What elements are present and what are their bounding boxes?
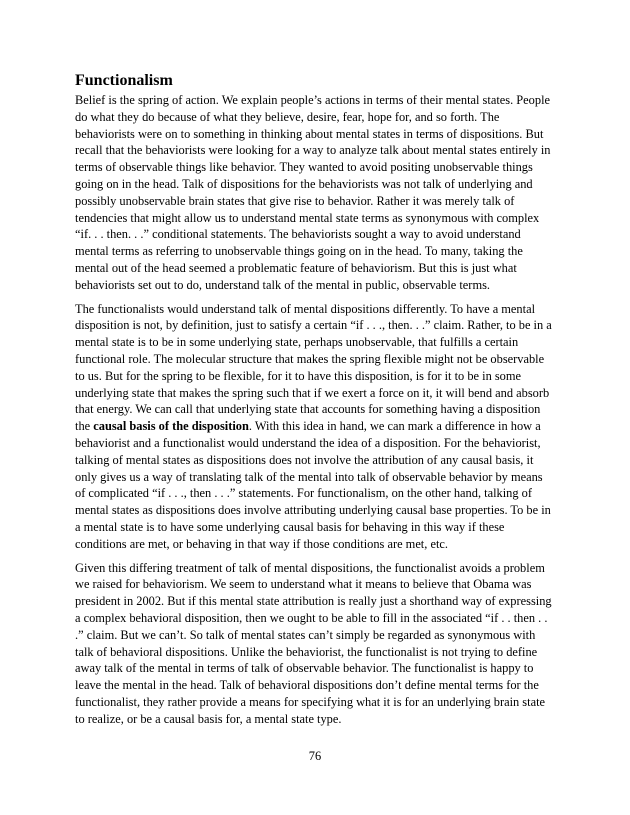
paragraph-2-after: . With this idea in hand, we can mark a difference in how a behaviorist and a functionalist would understand the idea of a disposition. For the behaviorist, talking of mental states as dispositions does not involve the attribution of any causal basis, it only gives us a way of translating talk of the mental into talk of observable behavior by means of complicated “if . . ., then . . .” statements. For functionalism, on the other hand, talking of mental states as dispositions does involve attributing underlying causal base properties. To be in a mental state is to have some underlying causal basis for behaving in this way if these conditions are met, or behaving in that way if those conditions are met, etc. xyxy=(75,419,551,551)
paragraph-2-before: The functionalists would understand talk of mental dispositions differently. To have a mental disposition is not, by definition, just to satisfy a certain “if . . ., then. . .” claim. Rather, to be in a mental state is to be in some underlying state, perhaps unobservable, that fulfills a certain functional role. The molecular structure that makes the spring flexible might not be observable to us. But for the spring to be flexible, for it to have this disposition, is for it to be in some underlying state that makes the spring such that if we exert a force on it, it will bend and absorb that energy. We can call that underlying state that accounts for something having a disposition the xyxy=(75,301,552,434)
paragraph-2-bold-term: causal basis of the disposition xyxy=(93,419,249,434)
paragraph-2 xyxy=(75,301,556,553)
paragraph-1: Belief is the spring of action. We explain people’s actions in terms of their mental states. People do what they do because of what they believe, desire, fear, hope for, and so forth. The behaviorists were on to something in thinking about mental states in terms of dispositions. But recall that the behaviorists were looking for a way to analyze talk about mental states entirely in terms of observable things like behavior. They wanted to avoid positing unobservable things going on in the head. Talk of dispositions for the behaviorists was not talk of underlying and possibly unobservable brain states that give rise to behavior. Rather it was merely talk of tendencies that might allow us to understand mental state terms as synonymous with complex “if. . . then. . .” conditional statements. The behaviorists sought a way to avoid understand mental terms as referring to unobservable things going on in the head. To many, taking the mental out of the head seemed a problematic feature of behaviorism. But this is just what behaviorists set out to do, understand talk of the mental in public, observable terms. xyxy=(75,93,551,292)
page-content xyxy=(75,72,556,734)
page-number: 76 xyxy=(308,749,322,763)
paragraph-3: Given this differing treatment of talk of mental dispositions, the functionalist avoids a problem we raised for behaviorism. We seem to understand what it means to believe that Obama was president in 2002. But if this mental state attribution is really just a shorthand way of expressing a complex behavioral disposition, then we ought to be able to fill in the associated “if . . then . . .” claim. But we can’t. So talk of mental states can’t simply be regarded as synonymous with talk of behavioral dispositions. Unlike the behaviorist, the functionalist is not trying to define away talk of the mental in terms of talk of observable behavior. The functionalist is happy to leave the mental in the head. Talk of behavioral dispositions don’t define mental terms for the functionalist, they rather provide a means for specifying what it is for an underlying brain state to realize, or be a causal basis for, a mental state type. xyxy=(75,560,552,726)
section-heading: Functionalism xyxy=(75,72,173,89)
